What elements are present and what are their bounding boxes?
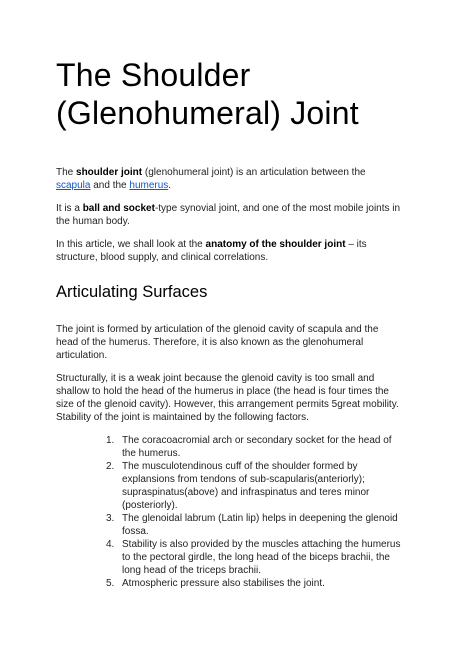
intro-paragraph-1 — [56, 166, 402, 192]
list-item-text: The coracoacromial arch or secondary socket for the head of the humerus. — [122, 435, 392, 459]
list-item-text: The musculotendinous cuff of the shoulder formed by explansions from tendons of sub-scapularis(anteriorly); supraspinatus(above) and infraspinatus and teres minor (posteriorly). — [122, 461, 370, 511]
list-item — [106, 434, 402, 460]
intro-p1-text-a: The — [56, 167, 77, 178]
intro-p3-text-a: In this article, we shall look at the — [56, 239, 206, 250]
section-paragraph-1: The joint is formed by articulation of the glenoid cavity of scapula and the head of the humerus. Therefore, it is also known as the glenohumeral articulation. — [56, 324, 379, 361]
intro-p3-text-b: – its structure, blood supply, and clinical correlations. — [56, 239, 367, 263]
list-item-number: 4. — [106, 539, 115, 550]
page-title-line-1: The Shoulder — [56, 57, 251, 93]
list-item-number: 3. — [106, 513, 115, 524]
list-item-number: 5. — [106, 578, 115, 589]
list-item-text: Atmospheric pressure also stabilises the joint. — [122, 578, 325, 589]
list-item — [106, 512, 402, 538]
list-item — [106, 460, 402, 512]
list-item — [106, 538, 402, 577]
list-item-number: 2. — [106, 461, 115, 472]
intro-p2-bold: ball and socket — [82, 203, 155, 214]
page-title-line-2: (Glenohumeral) Joint — [56, 95, 359, 131]
humerus-link[interactable]: humerus — [129, 180, 169, 191]
intro-p2-text-a: It is a — [56, 203, 83, 214]
intro-p3-bold: anatomy of the shoulder joint — [205, 239, 346, 250]
stability-factors-list — [56, 434, 402, 590]
section-paragraph-2: Structurally, it is a weak joint because the glenoid cavity is too small and shallow to hold the head of the humerus in place (the head is four times the size of the glenoid cavity). However, this arrangement permits 5great mobility. Stability of the joint is maintained by the following factors. — [56, 373, 399, 423]
intro-paragraph-3 — [56, 238, 402, 264]
list-item-text: The glenoidal labrum (Latin lip) helps in deepening the glenoid fossa. — [122, 513, 398, 537]
intro-p1-text-b: (glenohumeral joint) is an articulation between the — [142, 167, 366, 178]
intro-paragraph-2 — [56, 202, 402, 228]
list-item — [106, 577, 402, 590]
section-heading: Articulating Surfaces — [56, 283, 208, 301]
list-item-number: 1. — [106, 435, 115, 446]
intro-p1-text-c: and the — [90, 180, 130, 191]
intro-p1-text-d: . — [168, 180, 172, 191]
list-item-text: Stability is also provided by the muscles attaching the humerus to the pectoral girdle, the long head of the biceps brachii, the long head of the triceps brachii. — [122, 539, 401, 576]
intro-p2-text-b: -type synovial joint, and one of the most mobile joints in the human body. — [56, 203, 401, 227]
scapula-link[interactable]: scapula — [56, 180, 91, 191]
page-title — [56, 56, 402, 132]
intro-p1-bold: shoulder joint — [76, 167, 143, 178]
